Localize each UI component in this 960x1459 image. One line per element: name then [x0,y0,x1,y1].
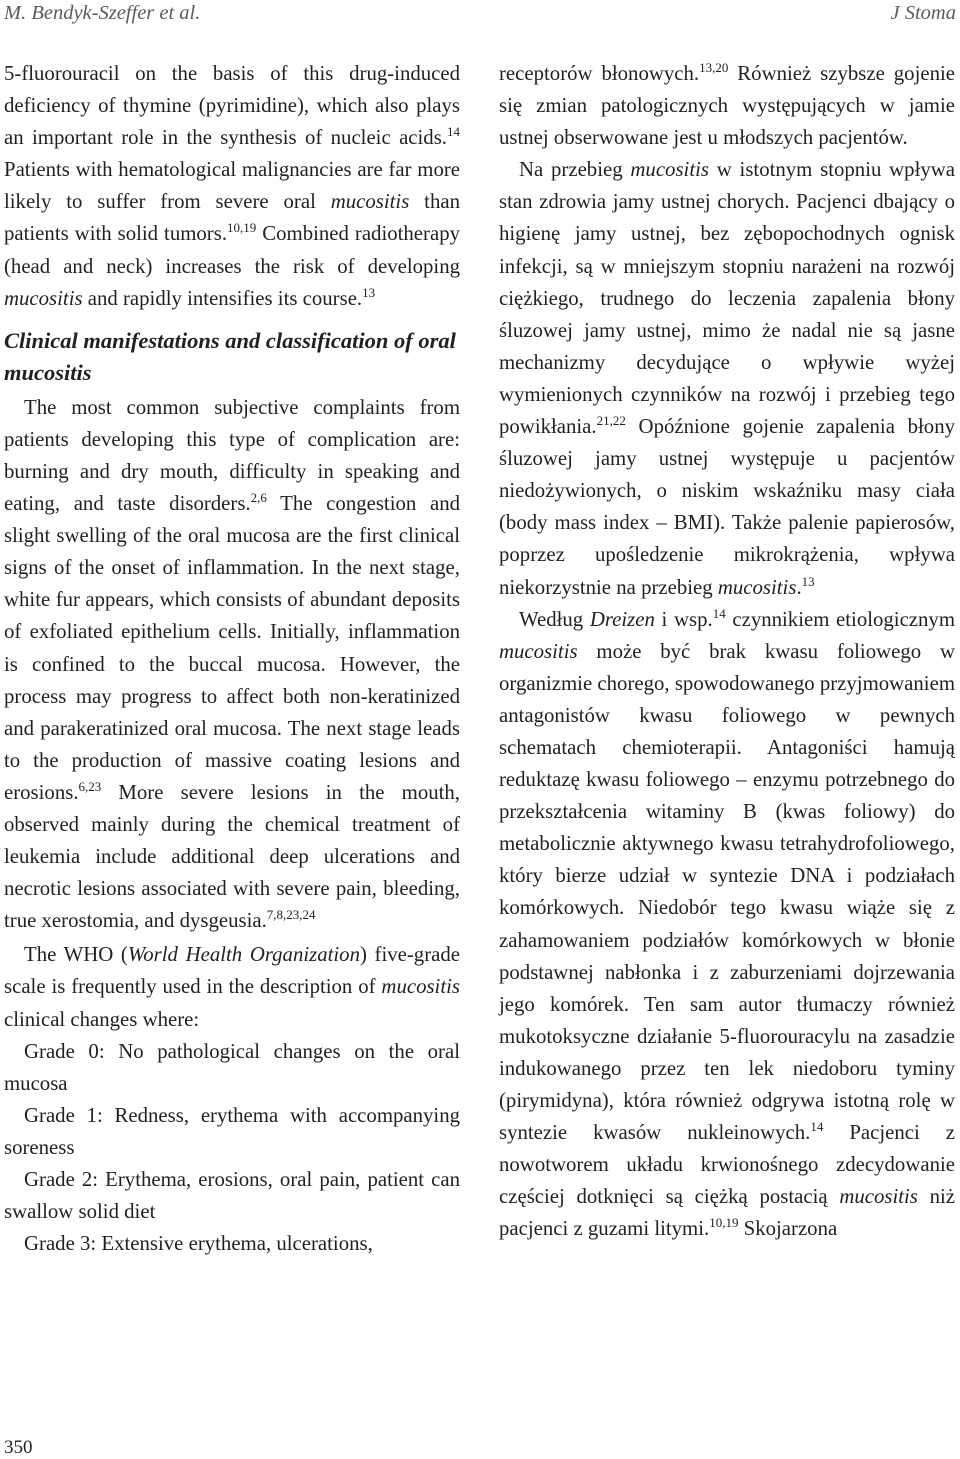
paragraph: Według Dreizen i wsp.$^{14}$ czynnikiem etiologicznym mucositis może być brak kwasu foliowego w organizmie chorego, spowodowanego przyjmowaniem antagonistów kwasu foliowego w pewnych schematach chemioterapii. Antagoniści hamują reduktazę kwasu foliowego – enzymu potrzebnego do przekształcenia witaminy B (kwas foliowy) do metabolicznie aktywnego kwasu tetrahydrofoliowego, który bierze udział w syntezie DNA i podziałach komórkowych. Niedobór tego kwasu wiąże się z zahamowaniem podziałów komórkowych w błonie podstawnej nabłonka i z zaburzeniami dojrzewania jego komórek. Ten sam autor tłumaczy również mukotoksyczne działanie 5-fluorouracylu na zasadzie indukowanego przez ten lek niedoboru tyminy (pirymidyna), która również odgrywa istotną rolę w syntezie kwasów nukleinowych.$^{14}$ Pacjenci z nowotworem układu krwionośnego zdecydowanie częściej dotknięci są ciężką postacią mucositis niż pacjenci z guzami litymi.$^{10,19}$ Skojarzona [499,605,956,1241]
citation: 10,19 [227,220,257,236]
header-journal: J Stoma [890,2,956,24]
grade-item: Grade 1: Redness, erythema with accompanying soreness [4,1103,460,1159]
page-number: 350 [4,1437,33,1458]
grade-item: Grade 2: Erythema, erosions, oral pain, patient can swallow solid diet [4,1168,460,1224]
section-heading: Clinical manifestations and classification of oral mucositis [4,327,456,385]
citation: 6,23 [78,778,102,794]
paragraph: 5-fluorouracil on the basis of this drug-induced deficiency of thymine (pyrimidine), which also plays an important role in the synthesis of nucleic acids.$^{14}$ Patients with hematological malignancies are far more likely to suffer from severe oral mucositis than patients with solid tumors.$^{10,19}$ Combined radiotherapy (head and neck) increases the risk of developing mucositis and rapidly intensifies its course.$^{13}$ [4,62,460,310]
citation: 14 [447,124,460,140]
grade-item: Grade 3: Extensive erythema, ulcerations, [24,1232,373,1256]
citation: 14 [810,1119,824,1135]
paragraph: The most common subjective complaints from patients developing this type of complication are: burning and dry mouth, difficulty in speaking and eating, and taste disorders.$^{2,6}$ The congestion and slight swelling of the oral mucosa are the first clinical signs of the onset of inflammation. In the next stage, white fur appears, which consists of abundant deposits of exfoliated epithelium cells. Initially, inflammation is confined to the buccal mucosa. However, the process may progress to affect both non-keratinized and parakeratinized oral mucosa. The next stage leads to the production of massive coating lesions and erosions.$^{6,23}$ More severe lesions in the mouth, observed mainly during the chemical treatment of leukemia include additional deep ulcerations and necrotic lesions associated with severe pain, bleeding, true xerostomia, and dysgeusia.$^{7,8,23,24}$ [4,395,460,933]
citation: 21,22 [596,413,626,429]
paragraph: receptorów błonowych.$^{13,20}$ Również szybsze gojenie się zmian patologicznych występujących w jamie ustnej obserwowane jest u młodszych pacjentów. [499,60,955,150]
citation: 13 [801,573,815,589]
right-column [499,58,955,1245]
citation: 2,6 [250,490,267,506]
header-author: M. Bendyk-Szeffer et al. [4,2,201,24]
citation: 14 [712,605,726,621]
left-column [4,58,460,1260]
citation: 7,8,23,24 [266,907,316,923]
citation: 10,19 [709,1215,739,1231]
citation: 13 [362,284,376,300]
grade-item: Grade 0: No pathological changes on the oral mucosa [4,1039,460,1095]
paragraph: The WHO (World Health Organization) five-grade scale is frequently used in the description of mucositis clinical changes where: [4,943,460,1031]
paragraph: Na przebieg mucositis w istotnym stopniu wpływa stan zdrowia jamy ustnej chorych. Pacjenci dbający o higienę jamy ustnej, bez zębopochodnych ognisk infekcji, są w mniejszym stopniu narażeni na rozwój ciężkiego, trudnego do leczenia zapalenia błony śluzowej jamy ustnej, mimo że nadal nie są jasne mechanizmy decydujące o wpływie wyżej wymienionych czynników na rozwój i przebieg tego powikłania.$^{21,22}$ Opóźnione gojenie zapalenia błony śluzowej jamy ustnej występuje u pacjentów niedożywionych, o niskim wskaźniku masy ciała (body mass index – BMI). Także palenie papierosów, poprzez upośledzenie mikrokrążenia, wpływa niekorzystnie na przebieg mucositis.$^{13}$ [499,158,955,599]
running-header [4,2,956,32]
citation: 13,20 [699,60,729,75]
